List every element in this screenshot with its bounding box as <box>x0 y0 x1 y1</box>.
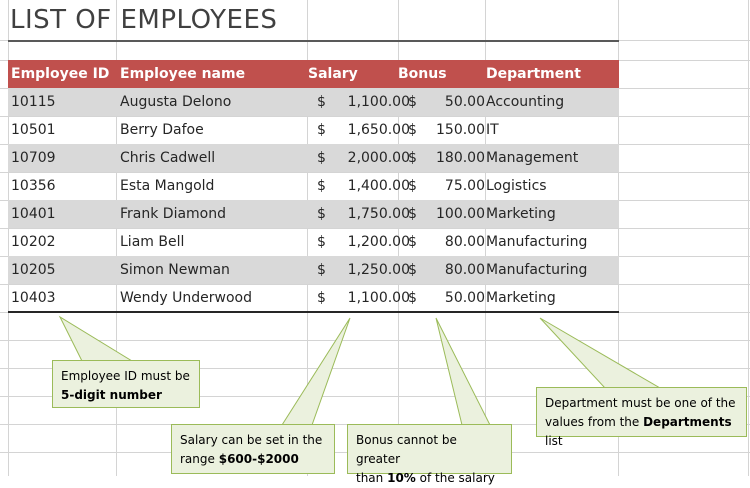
salary-currency: $ <box>317 290 326 306</box>
header-salary[interactable]: Salary <box>308 66 358 82</box>
table-row <box>8 256 619 284</box>
header-department[interactable]: Department <box>486 66 581 82</box>
cell-department[interactable]: Manufacturing <box>486 234 588 250</box>
bonus-currency: $ <box>408 178 417 194</box>
table-row <box>8 172 619 200</box>
cell-employee-name[interactable]: Esta Mangold <box>120 178 215 194</box>
cell-salary[interactable]: 1,650.00 <box>347 122 410 138</box>
cell-employee-id[interactable]: 10205 <box>11 262 56 278</box>
callout-bold-text: Departments <box>643 415 732 429</box>
cell-employee-id[interactable]: 10356 <box>11 178 56 194</box>
cell-bonus[interactable]: 50.00 <box>444 94 485 110</box>
callout-text: of the salary <box>415 471 495 485</box>
cell-employee-id[interactable]: 10501 <box>11 122 56 138</box>
bonus-currency: $ <box>408 94 417 110</box>
bonus-currency: $ <box>408 234 417 250</box>
salary-currency: $ <box>317 206 326 222</box>
cell-salary[interactable]: 1,200.00 <box>347 234 410 250</box>
table-row <box>8 284 619 312</box>
cell-department[interactable]: IT <box>486 122 499 138</box>
cell-employee-id[interactable]: 10115 <box>11 94 56 110</box>
salary-currency: $ <box>317 234 326 250</box>
header-employee-id[interactable]: Employee ID <box>11 66 110 82</box>
cell-employee-name[interactable]: Wendy Underwood <box>120 290 252 306</box>
cell-bonus[interactable]: 100.00 <box>436 206 485 222</box>
bonus-currency: $ <box>408 150 417 166</box>
cell-employee-name[interactable]: Augusta Delono <box>120 94 232 110</box>
cell-employee-name[interactable]: Frank Diamond <box>120 206 227 222</box>
cell-department[interactable]: Management <box>486 150 579 166</box>
header-employee-name[interactable]: Employee name <box>120 66 246 82</box>
cell-bonus[interactable]: 150.00 <box>436 122 485 138</box>
salary-currency: $ <box>317 262 326 278</box>
cell-salary[interactable]: 1,400.00 <box>347 178 410 194</box>
cell-bonus[interactable]: 80.00 <box>444 262 485 278</box>
table-bottom-border <box>8 311 619 313</box>
cell-department[interactable]: Marketing <box>486 290 556 306</box>
table-row <box>8 144 619 172</box>
salary-currency: $ <box>317 122 326 138</box>
cell-bonus[interactable]: 180.00 <box>436 150 485 166</box>
callout-text: Department must be one of the <box>545 396 736 410</box>
sheet-title[interactable]: LIST OF EMPLOYEES <box>10 5 278 35</box>
salary-currency: $ <box>317 178 326 194</box>
callout-text: list <box>545 434 563 448</box>
cell-salary[interactable]: 2,000.00 <box>347 150 410 166</box>
salary-currency: $ <box>317 150 326 166</box>
salary-currency: $ <box>317 94 326 110</box>
title-underline <box>8 40 619 42</box>
table-header-row <box>8 60 619 88</box>
department-callout[interactable] <box>536 387 747 448</box>
cell-salary[interactable]: 1,100.00 <box>347 94 410 110</box>
cell-department[interactable]: Accounting <box>486 94 565 110</box>
cell-salary[interactable]: 1,250.00 <box>347 262 410 278</box>
callout-text: Employee ID must be <box>61 369 190 383</box>
cell-employee-id[interactable]: 10202 <box>11 234 56 250</box>
callout-text: Bonus cannot be greater <box>356 433 457 466</box>
salary-callout[interactable] <box>171 424 335 474</box>
bonus-callout[interactable] <box>347 424 512 485</box>
callout-bold-text: 10% <box>387 471 416 485</box>
table-row <box>8 200 619 228</box>
callout-text: values from the <box>545 415 644 429</box>
cell-employee-name[interactable]: Liam Bell <box>120 234 185 250</box>
employee-id-callout[interactable] <box>52 360 200 408</box>
callout-bold-text: 5-digit number <box>61 388 162 402</box>
cell-employee-name[interactable]: Berry Dafoe <box>120 122 204 138</box>
bonus-currency: $ <box>408 262 417 278</box>
cell-employee-id[interactable]: 10403 <box>11 290 56 306</box>
table-row <box>8 116 619 144</box>
cell-department[interactable]: Manufacturing <box>486 262 588 278</box>
bonus-currency: $ <box>408 206 417 222</box>
cell-bonus[interactable]: 80.00 <box>444 234 485 250</box>
cell-department[interactable]: Logistics <box>486 178 547 194</box>
cell-employee-name[interactable]: Simon Newman <box>120 262 230 278</box>
callout-bold-text: $600-$2000 <box>218 452 299 466</box>
cell-department[interactable]: Marketing <box>486 206 556 222</box>
cell-employee-id[interactable]: 10401 <box>11 206 56 222</box>
table-row <box>8 88 619 116</box>
cell-bonus[interactable]: 75.00 <box>444 178 485 194</box>
table-row <box>8 228 619 256</box>
callout-text: range <box>180 452 219 466</box>
callout-text: than <box>356 471 388 485</box>
header-bonus[interactable]: Bonus <box>398 66 447 82</box>
cell-employee-id[interactable]: 10709 <box>11 150 56 166</box>
callout-text: Salary can be set in the <box>180 433 323 447</box>
cell-bonus[interactable]: 50.00 <box>444 290 485 306</box>
bonus-currency: $ <box>408 290 417 306</box>
bonus-currency: $ <box>408 122 417 138</box>
cell-salary[interactable]: 1,100.00 <box>347 290 410 306</box>
cell-employee-name[interactable]: Chris Cadwell <box>120 150 216 166</box>
cell-salary[interactable]: 1,750.00 <box>347 206 410 222</box>
